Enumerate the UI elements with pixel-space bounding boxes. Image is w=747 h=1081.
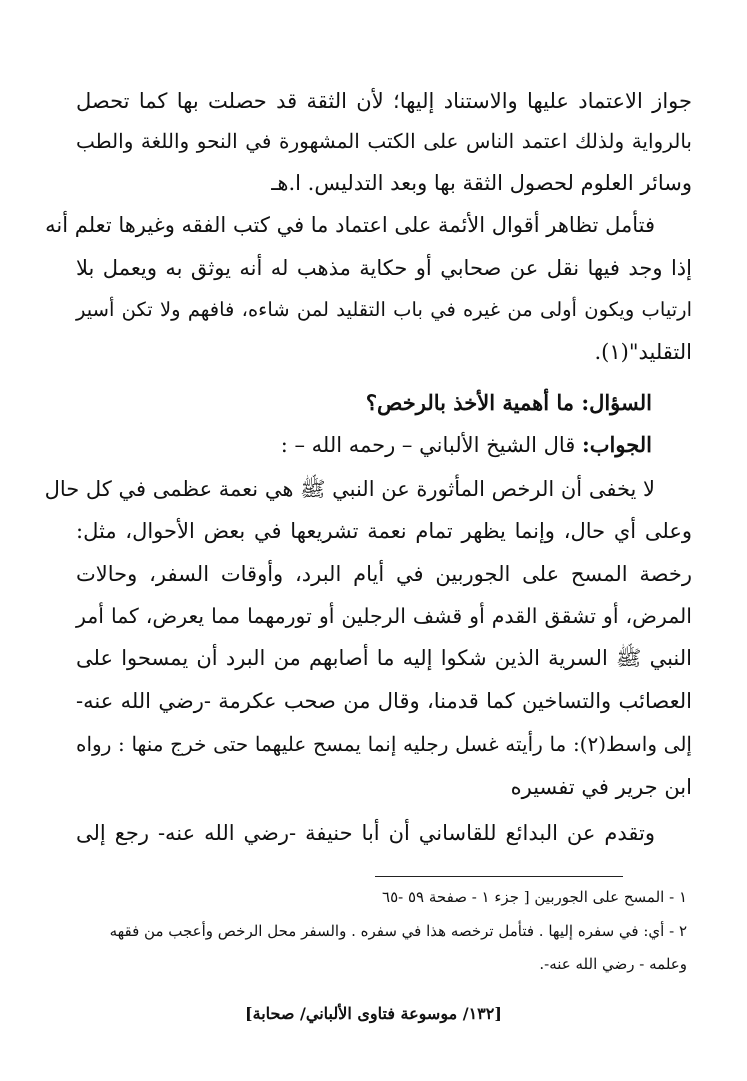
answer-body-line: العصائب والتساخين كما قدمنا، وقال من صحب عكرمة -رضي الله عنه- xyxy=(76,689,692,713)
body-line: ارتياب ويكون أولى من غيره في باب التقليد لمن شاءه، فافهم ولا تكن أسير xyxy=(76,298,692,321)
answer-body-line: المرض، أو تشقق القدم أو قشف الرجلين أو تورمهما مما يعرض، كما أمر xyxy=(76,604,692,628)
answer-line xyxy=(281,430,652,460)
answer-body-line: النبي ﷺ السرية الذين شكوا إليه ما أصابهم من البرد أن يمسحوا على xyxy=(76,646,692,670)
answer-body-line: لا يخفى أن الرخص المأثورة عن النبي ﷺ هي نعمة عظمى في كل حال xyxy=(44,477,655,501)
answer-body-line: إلى واسط(٢): ما رأيته غسل رجليه إنما يمسح عليهما حتى خرج منها : رواه xyxy=(76,732,692,756)
answer-label: الجواب: xyxy=(582,432,652,457)
answer-text: قال الشيخ الألباني – رحمه الله – : xyxy=(280,433,576,457)
footnote-separator xyxy=(375,876,623,877)
body-line: فتأمل تظاهر أقوال الأئمة على اعتماد ما في كتب الفقه وغيرها تعلم أنه xyxy=(45,213,655,237)
question-line xyxy=(366,388,652,418)
footnote-1: ١ - المسح على الجوربين [ جزء ١ - صفحة ٥٩ -٦٥ xyxy=(382,888,687,906)
footnote-2: ٢ - أي: في سفره إليها . فتأمل ترخصه هذا في سفره . والسفر محل الرخص وأعجب من فقهه xyxy=(109,922,687,940)
answer-body-line: وتقدم عن البدائع للقاساني أن أبا حنيفة -رضي الله عنه- رجع إلى xyxy=(76,821,655,845)
page-footer: [١٣٢/ موسوعة فتاوى الألباني/ صحابة] xyxy=(245,1004,502,1023)
answer-body-line: ابن جرير في تفسيره xyxy=(510,775,692,799)
body-line: التقليد"(١). xyxy=(594,340,692,364)
question-text: ما أهمية الأخذ بالرخص؟ xyxy=(365,390,575,415)
body-line: إذا وجد فيها نقل عن صحابي أو حكاية مذهب له أنه يوثق به ويعمل بلا xyxy=(76,256,692,280)
answer-body-line: وعلى أي حال، وإنما يظهر تمام نعمة تشريعها في بعض الأحوال، مثل: xyxy=(76,519,692,543)
body-line: وسائر العلوم لحصول الثقة بها وبعد التدليس. ا.هـ xyxy=(271,171,692,195)
footnote-2-continuation: وعلمه - رضي الله عنه-. xyxy=(539,955,687,973)
body-line: بالرواية ولذلك اعتمد الناس على الكتب المشهورة في النحو واللغة والطب xyxy=(76,129,692,153)
question-label: السؤال: xyxy=(581,390,652,415)
answer-body-line: رخصة المسح على الجوربين في أيام البرد، وأوقات السفر، وحالات xyxy=(76,562,692,586)
body-line: جواز الاعتماد عليها والاستناد إليها؛ لأن الثقة قد حصلت بها كما تحصل xyxy=(76,89,692,113)
